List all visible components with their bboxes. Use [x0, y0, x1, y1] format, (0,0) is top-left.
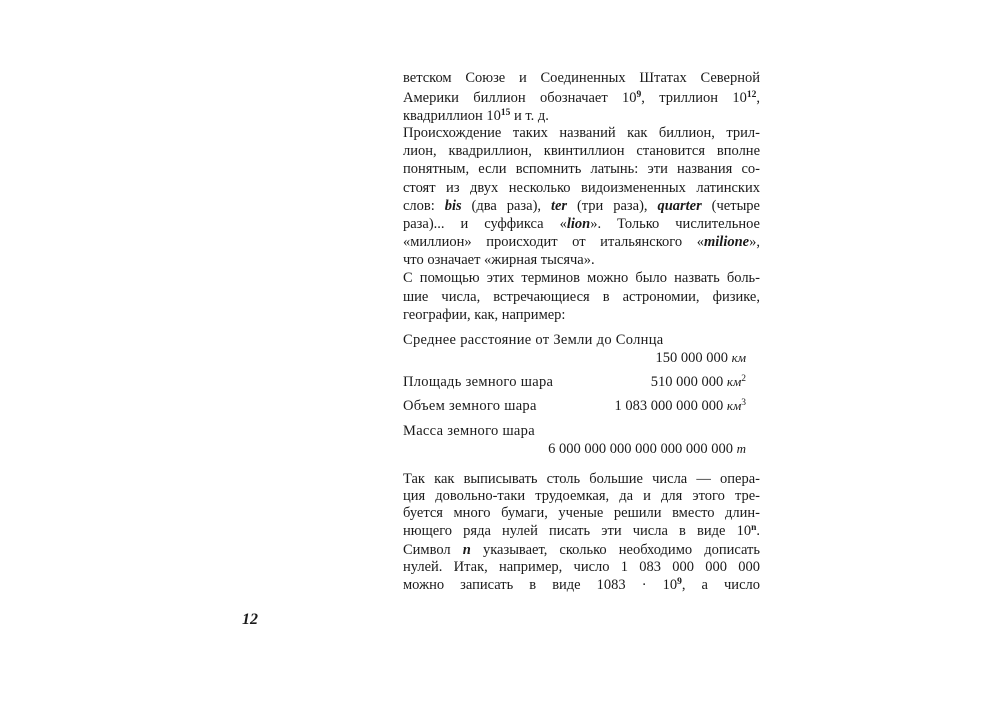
value-unit: км [731, 350, 746, 365]
superscript: n [751, 523, 757, 533]
row-label: Площадь земного шара [403, 374, 554, 390]
text-run: . [756, 523, 760, 539]
superscript: 9 [677, 577, 682, 587]
value-unit: т [736, 441, 746, 456]
text-line [403, 558, 760, 576]
text-run: шие числа, встречающиеся в астрономии, физике, [403, 289, 760, 305]
text-line [403, 522, 760, 540]
text-run: , а число [681, 577, 760, 593]
italic-term: bis [444, 198, 462, 214]
text-line [403, 215, 760, 233]
text-run: , триллион 10 [641, 90, 747, 106]
unit-power: 3 [741, 398, 746, 408]
superscript: 15 [500, 108, 511, 118]
text-run: Так как выписывать столь большие числа — опера- [403, 471, 760, 487]
value-number: 1 083 000 000 000 [614, 398, 727, 414]
text-run: и т. д. [510, 108, 549, 124]
text-run: ветском Союзе и Соединенных Штатах Северной [403, 70, 760, 86]
text-run: географии, как, например: [403, 307, 566, 323]
text-run: С помощью этих терминов можно было назвать боль- [403, 270, 760, 286]
text-run: понятным, если вспомнить латынь: эти названия со- [403, 161, 760, 177]
text-run: нющего ряда нулей писать эти числа в виде 10 [403, 523, 752, 539]
text-run: можно записать в виде 1083 · 10 [403, 577, 678, 593]
page-number: 12 [242, 611, 258, 628]
text-line [403, 251, 760, 269]
text-run: нулей. Итак, например, число 1 083 000 000 000 [403, 559, 760, 575]
text-line [403, 306, 760, 324]
italic-term: n [462, 542, 471, 558]
row-value [548, 440, 746, 458]
text-run: ». Только числительное [590, 216, 760, 232]
value-unit: км [726, 374, 742, 389]
value-number: 510 000 000 [650, 374, 727, 390]
row-label: Среднее расстояние от Земли до Солнца [403, 332, 664, 348]
text-line [403, 504, 760, 522]
text-line [403, 470, 760, 488]
text-run: Символ [403, 542, 463, 558]
text-line [403, 576, 760, 594]
text-run: , [756, 90, 761, 106]
text-run: (три раза), [567, 198, 658, 214]
value-number: 150 000 000 [655, 350, 732, 366]
unit-power: 2 [741, 374, 746, 384]
text-line [403, 69, 760, 87]
text-run: буется много бумаги, ученые решили вместо длин- [403, 505, 760, 521]
text-line [403, 142, 760, 160]
text-run: », [749, 234, 760, 250]
row-label: Масса земного шара [403, 423, 535, 439]
row-value [655, 349, 746, 367]
value-number: 6 000 000 000 000 000 000 000 [548, 441, 737, 457]
text-line [403, 197, 760, 215]
row-label: Объем земного шара [403, 398, 537, 414]
text-run: стоят из двух несколько видоизмененных латинских [403, 180, 760, 196]
text-run: слов: [403, 198, 445, 214]
superscript: 9 [636, 90, 642, 100]
text-line [403, 233, 760, 251]
row-value [651, 373, 746, 391]
text-run: что означает «жирная тысяча». [403, 252, 595, 268]
text-run: указывает, сколько необходимо дописать [470, 542, 760, 558]
text-run: раза)... и суффикса « [403, 216, 567, 232]
text-run: квадриллион 10 [403, 108, 501, 124]
text-line [403, 179, 760, 197]
row-value [614, 397, 746, 415]
text-line [403, 160, 760, 178]
italic-term: milione [704, 234, 750, 250]
italic-term: ter [550, 198, 568, 214]
text-line [403, 107, 760, 125]
text-run: Происхождение таких названий как биллион, трил- [403, 125, 760, 141]
text-line [403, 288, 760, 306]
text-line [403, 541, 760, 559]
text-run: (два раза), [461, 198, 551, 214]
text-run: «миллион» происходит от итальянского « [403, 234, 704, 250]
text-run: ция довольно-таки трудоемкая, да и для этого тре- [403, 488, 760, 504]
text-run: лион, квадриллион, квинтиллион становится вполне [403, 143, 760, 159]
text-line [403, 487, 760, 505]
text-line [403, 269, 760, 287]
text-line [403, 124, 760, 142]
value-unit: км [726, 398, 742, 413]
text-run: (четыре [701, 198, 760, 214]
text-run: Америки биллион обозначает 10 [403, 90, 637, 106]
text-line [403, 89, 760, 107]
superscript: 12 [746, 90, 757, 100]
italic-term: lion [566, 216, 591, 232]
italic-term: quarter [657, 198, 702, 214]
